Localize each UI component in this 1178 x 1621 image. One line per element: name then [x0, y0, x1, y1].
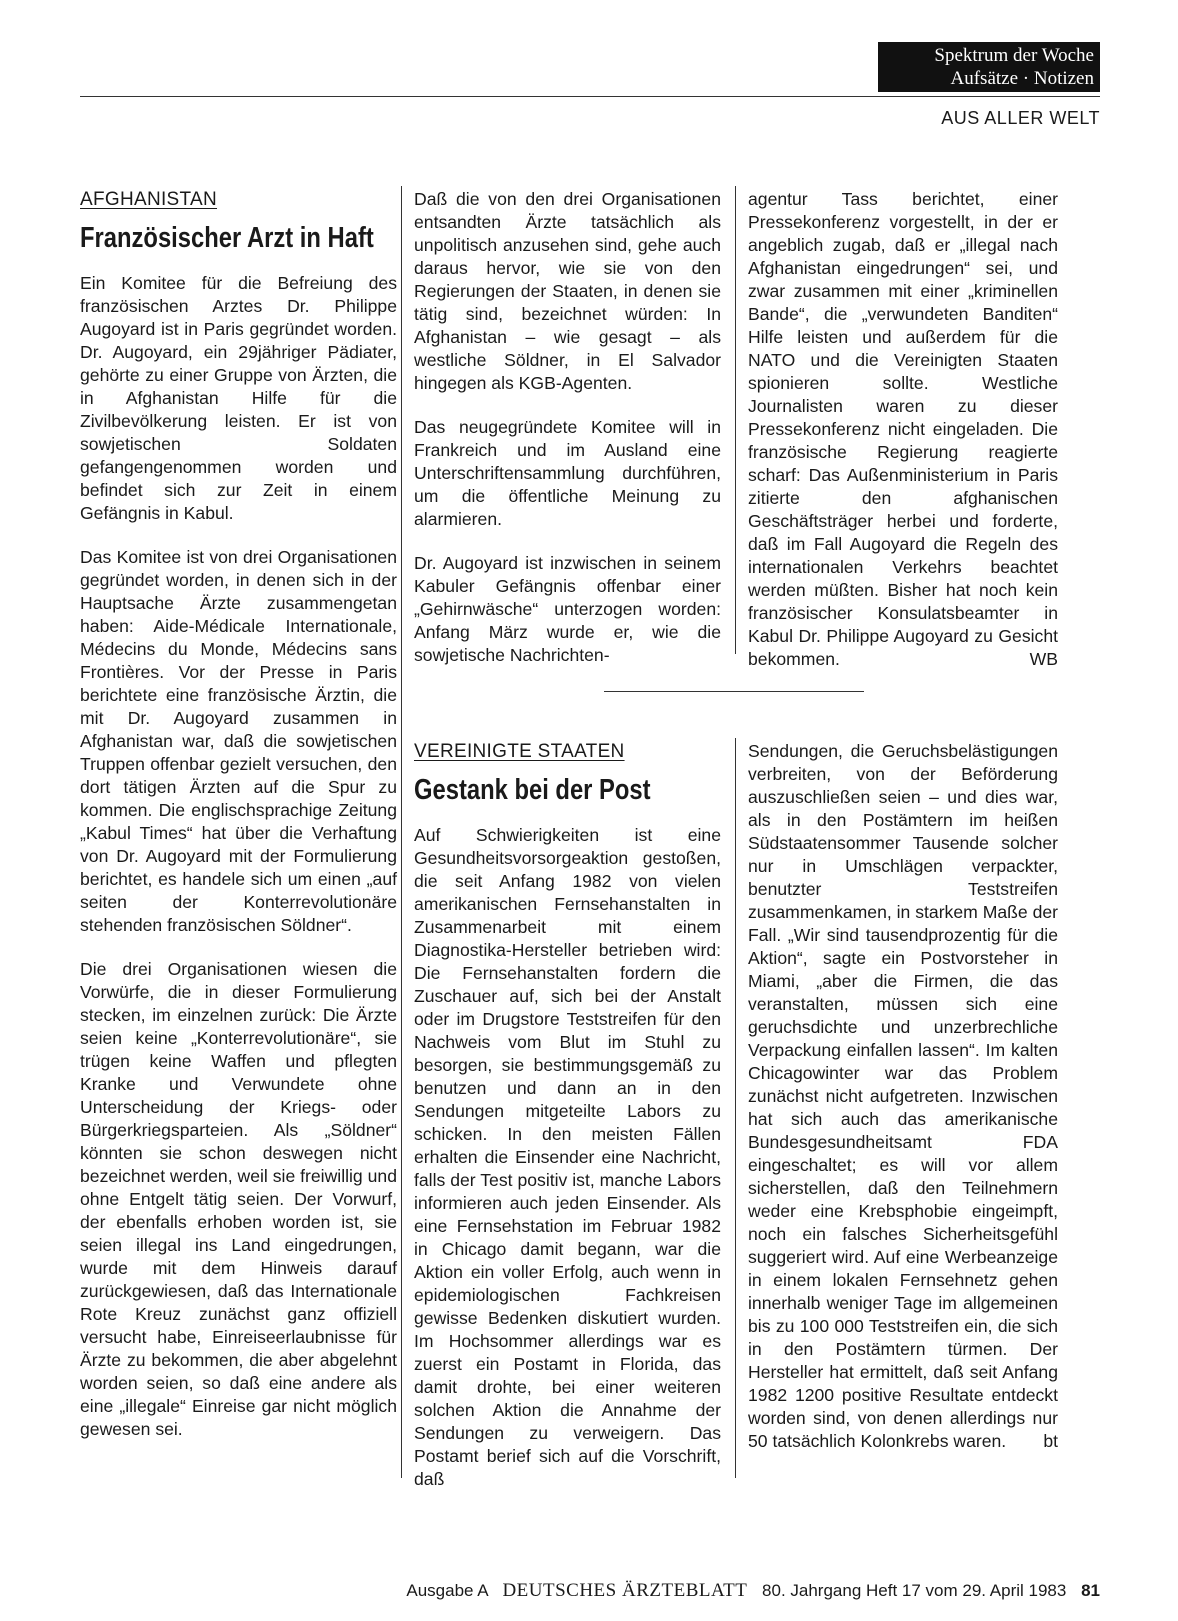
article1-signature: WB: [1029, 649, 1058, 669]
article1-paragraph: Dr. Augoyard ist inzwischen in seinem Kabuler Gefängnis offenbar einer „Gehirnwäsche“ unterzogen worden: Anfang März wurde er, wie die sowjetische Nachrichten-: [414, 553, 721, 665]
top-rule: [80, 96, 1100, 97]
article1-paragraph: Ein Komitee für die Befreiung des französischen Arztes Dr. Philippe Augoyard ist in Paris gegründet worden. Dr. Augoyard, ein 29jähriger Pädiater, gehörte zu einer Gruppe von Ärzten, die in Afghanistan Hilfe für die Zivilbevölkerung leisten. Er ist von sowjetischen Soldaten gefangengenommen worden und befindet sich zur Zeit in einem Gefängnis in Kabul.: [80, 273, 397, 523]
article1-paragraph: Die drei Organisationen wiesen die Vorwürfe, die in dieser Formulierung stecken, im einzelnen zurück: Die Ärzte seien keine „Konterrevolutionäre“, sie trügen keine Waffen und pflegten Kranke und Verwundete ohne Unterscheidung der Kriegs- oder Bürgerkriegsparteien. Als „Söldner“ könnten sie schon deswegen nicht bezeichnet werden, weil sie freiwillig und ohne Entgelt tätig seien. Der Vorwurf, der ebenfalls erhoben worden ist, sie seien illegal ins Land eingedrungen, wurde mit dem Hinweis darauf zurückgewiesen, daß das Internationale Rote Kreuz zunächst ganz offiziell versucht habe, Einreiseerlaubnisse für Ärzte zu bekommen, die aber abgelehnt worden seien, so daß eine andere als eine „illegale“ Einreise gar nicht möglich gewesen sei.: [80, 959, 397, 1439]
column-divider: [735, 186, 736, 654]
article-separator: [604, 691, 864, 692]
column-divider: [735, 738, 736, 1478]
badge-line-2: Aufsätze · Notizen: [950, 68, 1094, 89]
article2-paragraph: Auf Schwierigkeiten ist eine Gesundheitsvorsorgeaktion gestoßen, die seit Anfang 1982 von vielen amerikanischen Fernsehanstalten in Zusammenarbeit mit einem Diagnostika-Hersteller betrieben wird: Die Fernsehanstalten fordern die Zuschauer auf, sich bei der Anstalt oder im Drugstore Teststreifen für den Nachweis vom Blut im Stuhl zu besorgen, sie bestimmungsgemäß zu benutzen und dann an in den Sendungen mitgeteilte Labors zu schicken. In den meisten Fällen erhalten die Einsender eine Nachricht, falls der Test positiv ist, manche Labors informieren auch jeden Einsender. Als eine Fernsehstation im Februar 1982 in Chicago damit begann, war die Aktion ein voller Erfolg, auch wenn in epidemiologischen Fachkreisen gewisse Bedenken diskutiert wurden. Im Hochsommer allerdings war es zuerst ein Postamt in Florida, das damit drohte, bei einer weiteren solchen Aktion die Annahme der Sendungen zu verweigern. Das Postamt berief sich auf die Vorschrift, daß: [414, 825, 721, 1489]
article2-paragraph: Sendungen, die Geruchsbelästigungen verbreiten, von der Beförderung auszuschließen seien – und dies war, als in den Postämtern im heißen Südstaatensommer Tausende solcher nur in Umschlägen verpackter, benutzter Teststreifen zusammenkamen, in starkem Maße der Fall. „Wir sind tausendprozentig für die Aktion“, sagte ein Postvorsteher in Miami, „aber die Firmen, die das veranstalten, müssen sich eine geruchsdichte und unzerbrechliche Verpackung einfallen lassen“. Im kalten Chicagowinter war das Problem zunächst nicht aufgetreten. Inzwischen hat sich auch das amerikanische Bundesgesundheitsamt FDA eingeschaltet; es will vor allem sicherstellen, daß den Teilnehmern weder eine Krebsphobie eingeimpft, noch ein falsches Sicherheitsgefühl suggeriert wird. Auf eine Werbeanzeige in einem lokalen Fernsehnetz gehen innerhalb weniger Tage im allgemeinen bis zu 100 000 Teststreifen ein, die sich in den Postämtern türmen. Der Hersteller hat ermittelt, daß seit Anfang 1982 1200 positive Resultate entdeckt worden sind, von denen allerdings nur 50 tatsächlich Kolonkrebs waren. bt: [748, 741, 1058, 1451]
article1-paragraph: Das neugegründete Komitee will in Frankreich und im Ausland eine Unterschriftensammlung durchführen, um die öffentliche Meinung zu alarmieren.: [414, 417, 721, 529]
section-badge: [878, 42, 1100, 92]
article2-signature: bt: [1043, 1431, 1058, 1451]
article1-title: Französischer Arzt in Haft: [80, 222, 374, 254]
article2-kicker: VEREINIGTE STAATEN: [414, 741, 625, 762]
page-footer: [0, 1580, 1100, 1602]
page-number: 81: [1081, 1581, 1100, 1600]
article2-title: Gestank bei der Post: [414, 774, 651, 806]
article1-paragraph: Daß die von den drei Organisationen entsandten Ärzte tatsächlich als unpolitisch anzusehen sind, gehe auch daraus hervor, wie sie von den Regierungen der Staaten, in denen sie tätig sind, bezeichnet würden: In Afghanistan – wie gesagt – als westliche Söldner, in El Salvador hingegen als KGB-Agenten.: [414, 189, 721, 393]
article1-paragraph: Das Komitee ist von drei Organisationen gegründet worden, in denen sich in der Hauptsache Ärzte zusammengetan haben: Aide-Médicale Internationale, Médecins du Monde, Médecins sans Frontières. Vor der Presse in Paris berichtete eine französische Ärztin, die mit Dr. Augoyard zusammen in Afghanistan war, daß die sowjetischen Truppen offenbar gezielt versuchen, den dort tätigen Ärzten auf die Spur zu kommen. Die englischsprachige Zeitung „Kabul Times“ hat über die Verhaftung von Dr. Augoyard mit der Formulierung berichtet, es handele sich um einen „auf seiten der Konterrevolutionäre stehenden französischen Söldner“.: [80, 547, 397, 935]
column-divider: [401, 186, 402, 1478]
footer-issue: 80. Jahrgang Heft 17 vom 29. April 1983: [762, 1581, 1067, 1600]
article1-column-2: [414, 188, 721, 667]
footer-journal: DEUTSCHES ÄRZTEBLATT: [502, 1580, 748, 1601]
footer-edition: Ausgabe A: [406, 1581, 488, 1600]
article1-kicker: AFGHANISTAN: [80, 189, 218, 210]
article2-column-2: [414, 740, 721, 1491]
article1-column-3: [748, 188, 1058, 671]
article1-column-1: [80, 188, 397, 1441]
section-label: AUS ALLER WELT: [941, 108, 1100, 128]
badge-line-1: Spektrum der Woche: [934, 45, 1094, 66]
article1-paragraph: agentur Tass berichtet, einer Pressekonferenz vorgestellt, in der er angeblich zugab, daß er „illegal nach Afghanistan eingedrungen“ sei, und zwar zusammen mit einer „kriminellen Bande“, die „verwundeten Banditen“ Hilfe leisten und außerdem für die NATO und die Vereinigten Staaten spionieren sollte. Westliche Journalisten waren zu dieser Pressekonferenz nicht eingeladen. Die französische Regierung reagierte scharf: Das Außenministerium in Paris zitierte den afghanischen Geschäftsträger herbei und forderte, daß im Fall Augoyard die Regeln des internationalen Verkehrs beachtet werden müßten. Bisher hat noch kein französischer Konsulatsbeamter in Kabul Dr. Philippe Augoyard zu Gesicht bekommen. WB: [748, 189, 1058, 669]
article2-column-3: [748, 740, 1058, 1453]
